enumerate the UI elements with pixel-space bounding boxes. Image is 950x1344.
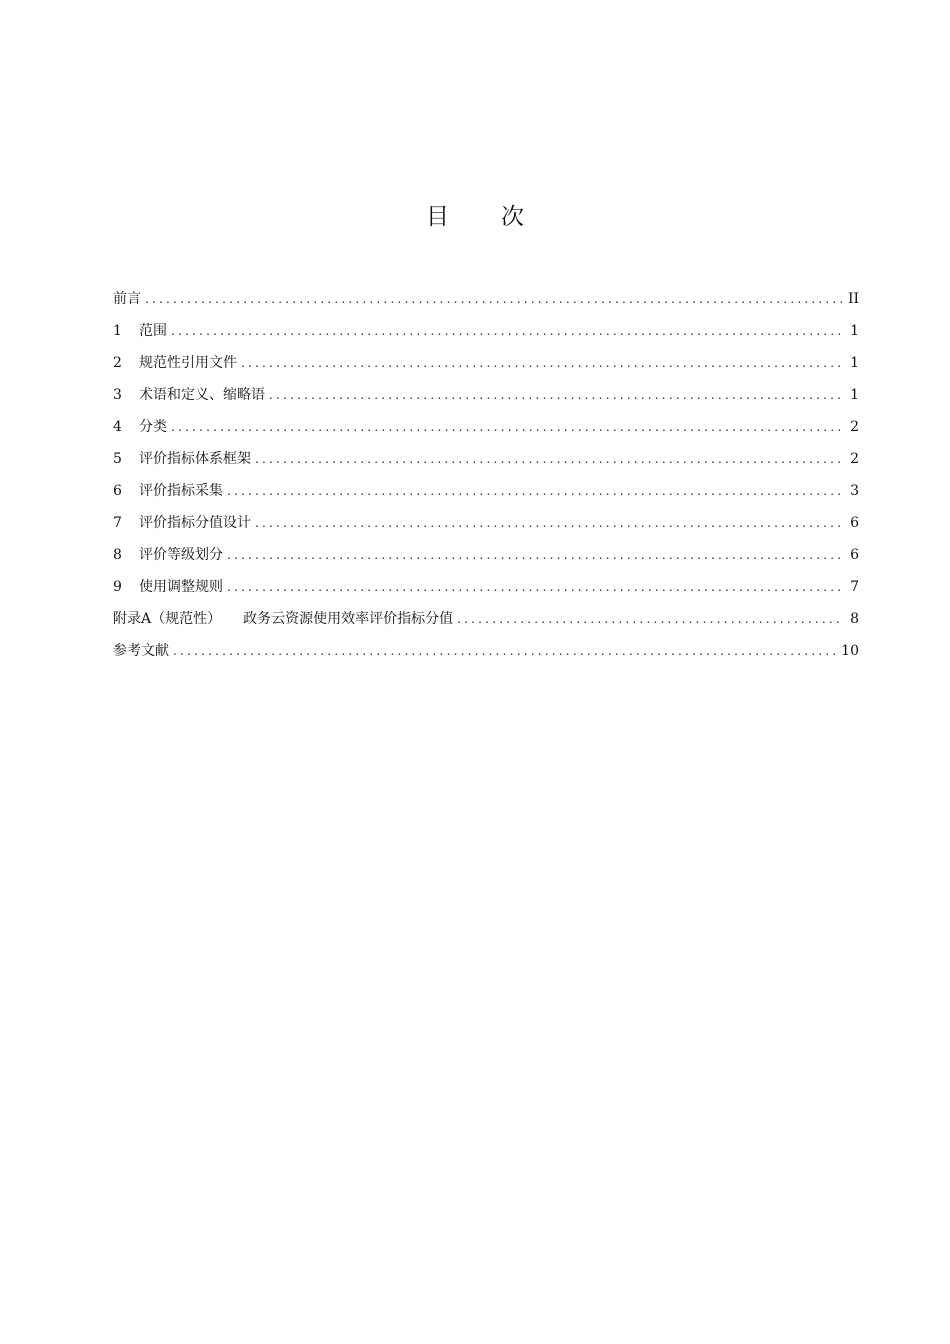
toc-entry-3[interactable]	[113, 382, 859, 414]
toc-leader-dots	[171, 414, 843, 440]
toc-leader-dots	[227, 478, 843, 504]
toc-entry-number: 9	[113, 579, 122, 595]
toc-leader-dots	[227, 542, 843, 568]
toc-entry-page: 2	[850, 419, 859, 435]
toc-entry-9[interactable]	[113, 574, 859, 606]
toc-entry-label: 评价等级划分	[139, 547, 223, 563]
toc-entry-1[interactable]	[113, 318, 859, 350]
toc-entry-label: 前言	[113, 291, 141, 307]
toc-entry-number: 5	[113, 451, 122, 467]
toc-entry-number: 4	[113, 419, 122, 435]
toc-entry-bibliography[interactable]	[113, 638, 859, 670]
toc-entry-page: 7	[850, 579, 859, 595]
annex-title: 政务云资源使用效率评价指标分值	[243, 611, 454, 627]
toc-entry-number: 6	[113, 483, 122, 499]
toc-entry-label: 评价指标采集	[139, 483, 223, 499]
toc-entry-label: 范围	[139, 323, 167, 339]
toc-entry-5[interactable]	[113, 446, 859, 478]
page-title	[0, 200, 950, 234]
toc-entry-4[interactable]	[113, 414, 859, 446]
toc-entry-page: 1	[850, 387, 859, 403]
toc-entry-page: 10	[841, 643, 859, 659]
toc-entry-label	[113, 606, 453, 632]
toc-entry-label: 使用调整规则	[139, 579, 223, 595]
toc-entry-number: 1	[113, 323, 122, 339]
toc-entry-page: 3	[850, 483, 859, 499]
toc-entry-page: II	[847, 291, 859, 307]
toc-entry-foreword[interactable]	[113, 286, 859, 318]
toc-entry-number: 8	[113, 547, 122, 563]
toc-entry-number: 3	[113, 387, 122, 403]
toc-entry-number: 7	[113, 515, 122, 531]
title-char-2: 次	[501, 204, 524, 230]
toc-leader-dots	[227, 574, 843, 600]
toc-leader-dots	[269, 382, 843, 408]
toc-entry-page: 8	[850, 611, 859, 627]
toc-leader-dots	[145, 286, 842, 312]
toc-entry-page: 1	[850, 355, 859, 371]
toc-entry-annex-a[interactable]	[113, 606, 859, 638]
toc-entry-page: 2	[850, 451, 859, 467]
toc-entry-7[interactable]	[113, 510, 859, 542]
toc-entry-label: 分类	[139, 419, 167, 435]
toc-entry-6[interactable]	[113, 478, 859, 510]
title-char-1: 目	[426, 204, 449, 230]
toc-leader-dots	[173, 638, 835, 664]
toc-entry-2[interactable]	[113, 350, 859, 382]
toc-leader-dots	[457, 606, 843, 632]
toc-entry-label: 规范性引用文件	[139, 355, 237, 371]
annex-designation: 附录A（规范性）	[113, 611, 222, 627]
toc-entry-label: 评价指标分值设计	[139, 515, 251, 531]
toc-leader-dots	[255, 446, 843, 472]
toc-entry-label: 参考文献	[113, 643, 169, 659]
toc-leader-dots	[241, 350, 843, 376]
table-of-contents	[113, 286, 859, 670]
toc-entry-page: 6	[850, 515, 859, 531]
toc-entry-label: 评价指标体系框架	[139, 451, 251, 467]
toc-entry-number: 2	[113, 355, 122, 371]
toc-leader-dots	[255, 510, 843, 536]
toc-entry-page: 1	[850, 323, 859, 339]
toc-entry-page: 6	[850, 547, 859, 563]
toc-leader-dots	[171, 318, 843, 344]
toc-entry-label: 术语和定义、缩略语	[139, 387, 265, 403]
toc-entry-8[interactable]	[113, 542, 859, 574]
